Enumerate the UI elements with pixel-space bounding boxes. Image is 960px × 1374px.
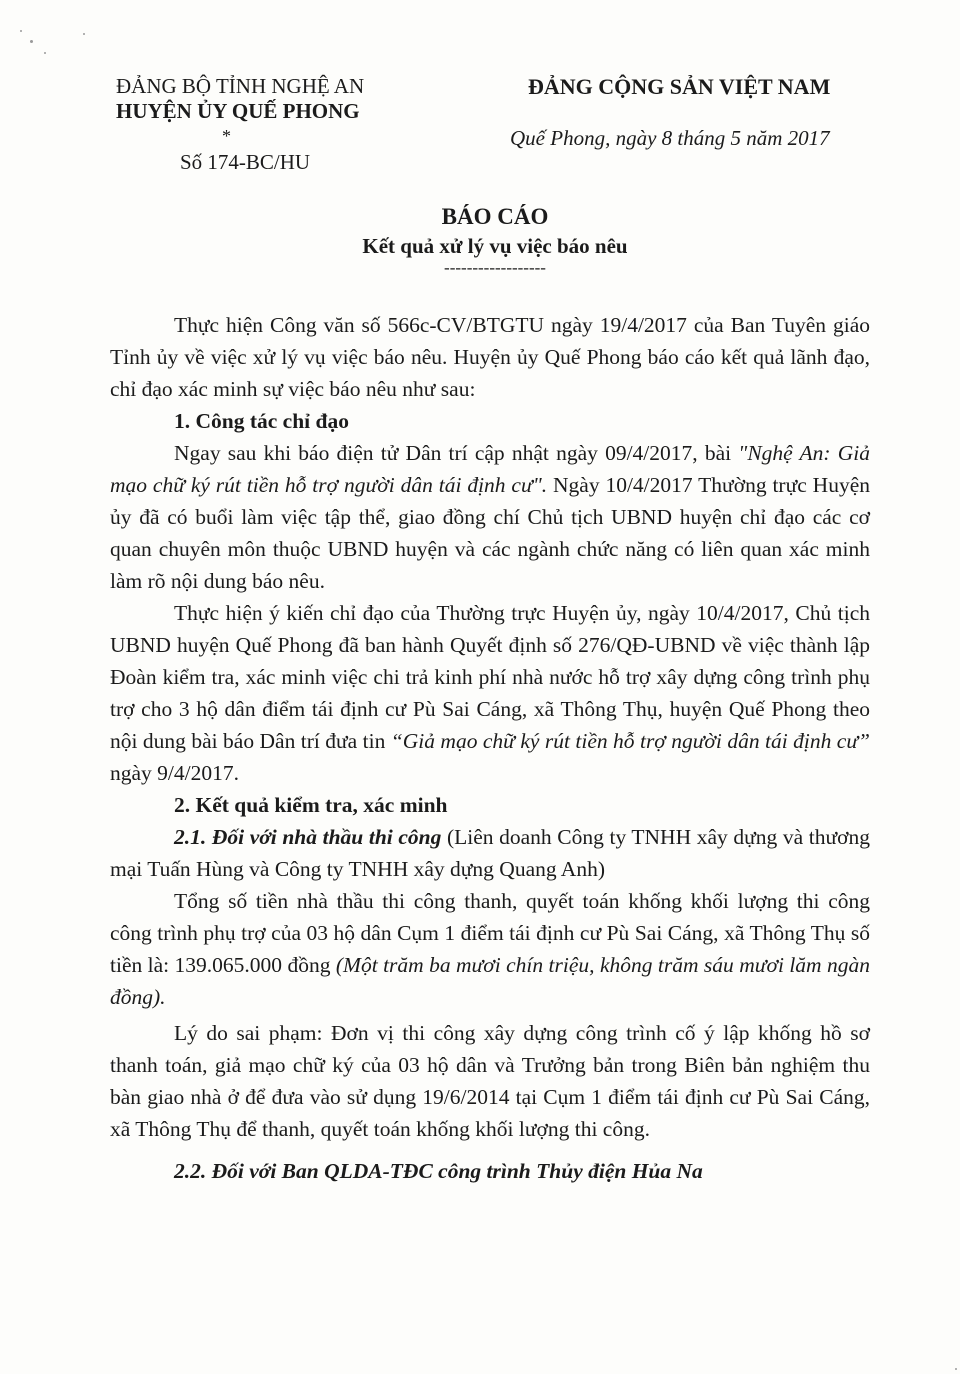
intro-paragraph: Thực hiện Công văn số 566c-CV/BTGTU ngày 19/4/2017 của Ban Tuyên giáo Tỉnh ủy về việc xử lý vụ việc báo nêu. Huyện ủy Quế Phong báo cáo kết quả lãnh đạo, chỉ đạo xác minh sự việc báo nêu như sau: [110,313,870,401]
p1-text-b: Ngày 10/4/2017 Thường trực Huyện ủy đã có buổi làm việc tập thể, giao đồng chí Chủ tịch UBND huyện chỉ đạo các cơ quan chuyên môn thuộc UBND huyện và các ngành chức năng có liên quan xác minh làm rõ nội dung báo nêu. [110,473,870,593]
title-separator: ------------------ [444,258,546,277]
article-title-quote: "Nghệ An: Giả mạo chữ ký rút tiền hỗ trợ người dân tái định cư". [110,441,870,497]
p3-text: Tổng số tiền nhà thầu thi công thanh, quyết toán khống khối lượng thi công công trình phụ trợ của 03 hộ dân Cụm 1 điểm tái định cư Pù Sai Cáng, xã Thông Thụ số tiền là: 139.065.000 đồng [110,889,870,977]
p2-text-b: ngày 9/4/2017. [110,761,239,785]
district-committee: HUYỆN ỦY QUẾ PHONG [116,99,360,123]
subsection-2-1-label: 2.1. Đối với nhà thầu thi công [174,825,442,849]
document-title: BÁO CÁO [441,204,549,229]
subsection-2-1 [110,821,870,885]
header-star: * [222,126,231,146]
section1-heading: 1. Công tác chỉ đạo [174,409,349,433]
paragraph-amount [110,885,870,1013]
paragraph-direction [110,437,870,597]
article-quote-2: “Giả mạo chữ ký rút tiền hỗ trợ người dân tái định cư” [390,729,870,753]
paragraph-reason: Lý do sai phạm: Đơn vị thi công xây dựng công trình cố ý lập khống hồ sơ thanh toán, giả mạo chữ ký của 03 hộ dân và Trưởng bản trong Biên bản nghiệm thu bàn giao nhà ở để đưa vào sử dụng 19/6/2014 tại Cụm 1 điểm tái định cư Pù Sai Cáng, xã Thông Thụ để thanh, quyết toán khống khối lượng thi công. [110,1021,870,1141]
place-date: Quế Phong, ngày 8 tháng 5 năm 2017 [510,126,830,150]
p1-text-a: Ngay sau khi báo điện tử Dân trí cập nhật ngày 09/4/2017, bài [174,441,739,465]
document-number: Số 174-BC/HU [180,150,311,174]
amount-in-words: (Một trăm ba mươi chín triệu, không trăm sáu mươi lăm ngàn đồng). [110,953,870,1009]
p2-text-a: Thực hiện ý kiến chỉ đạo của Thường trực Huyện ủy, ngày 10/4/2017, Chủ tịch UBND huyện Quế Phong đã ban hành Quyết định số 276/QĐ-UBND về việc thành lập Đoàn kiểm tra, xác minh việc chi trả kinh phí nhà nước hỗ trợ xây dựng công trình phụ trợ cho 3 hộ dân điểm tái định cư Pù Sai Cáng, xã Thông Thụ, huyện Quế Phong theo nội dung bài báo Dân trí đưa tin [110,601,870,753]
party-committee-province: ĐẢNG BỘ TỈNH NGHỆ AN [116,74,365,98]
subsection-2-2-heading: 2.2. Đối với Ban QLDA-TĐC công trình Thủy điện Hủa Na [174,1159,703,1183]
paragraph-decision [110,597,870,789]
document-subtitle: Kết quả xử lý vụ việc báo nêu [362,234,628,258]
section2-heading: 2. Kết quả kiểm tra, xác minh [174,793,448,817]
party-name: ĐẢNG CỘNG SẢN VIỆT NAM [528,74,831,99]
subsection-2-1-text: (Liên doanh Công ty TNHH xây dựng và thương mại Tuấn Hùng và Công ty TNHH xây dựng Quang Anh) [110,825,870,881]
report-body [110,309,870,1187]
